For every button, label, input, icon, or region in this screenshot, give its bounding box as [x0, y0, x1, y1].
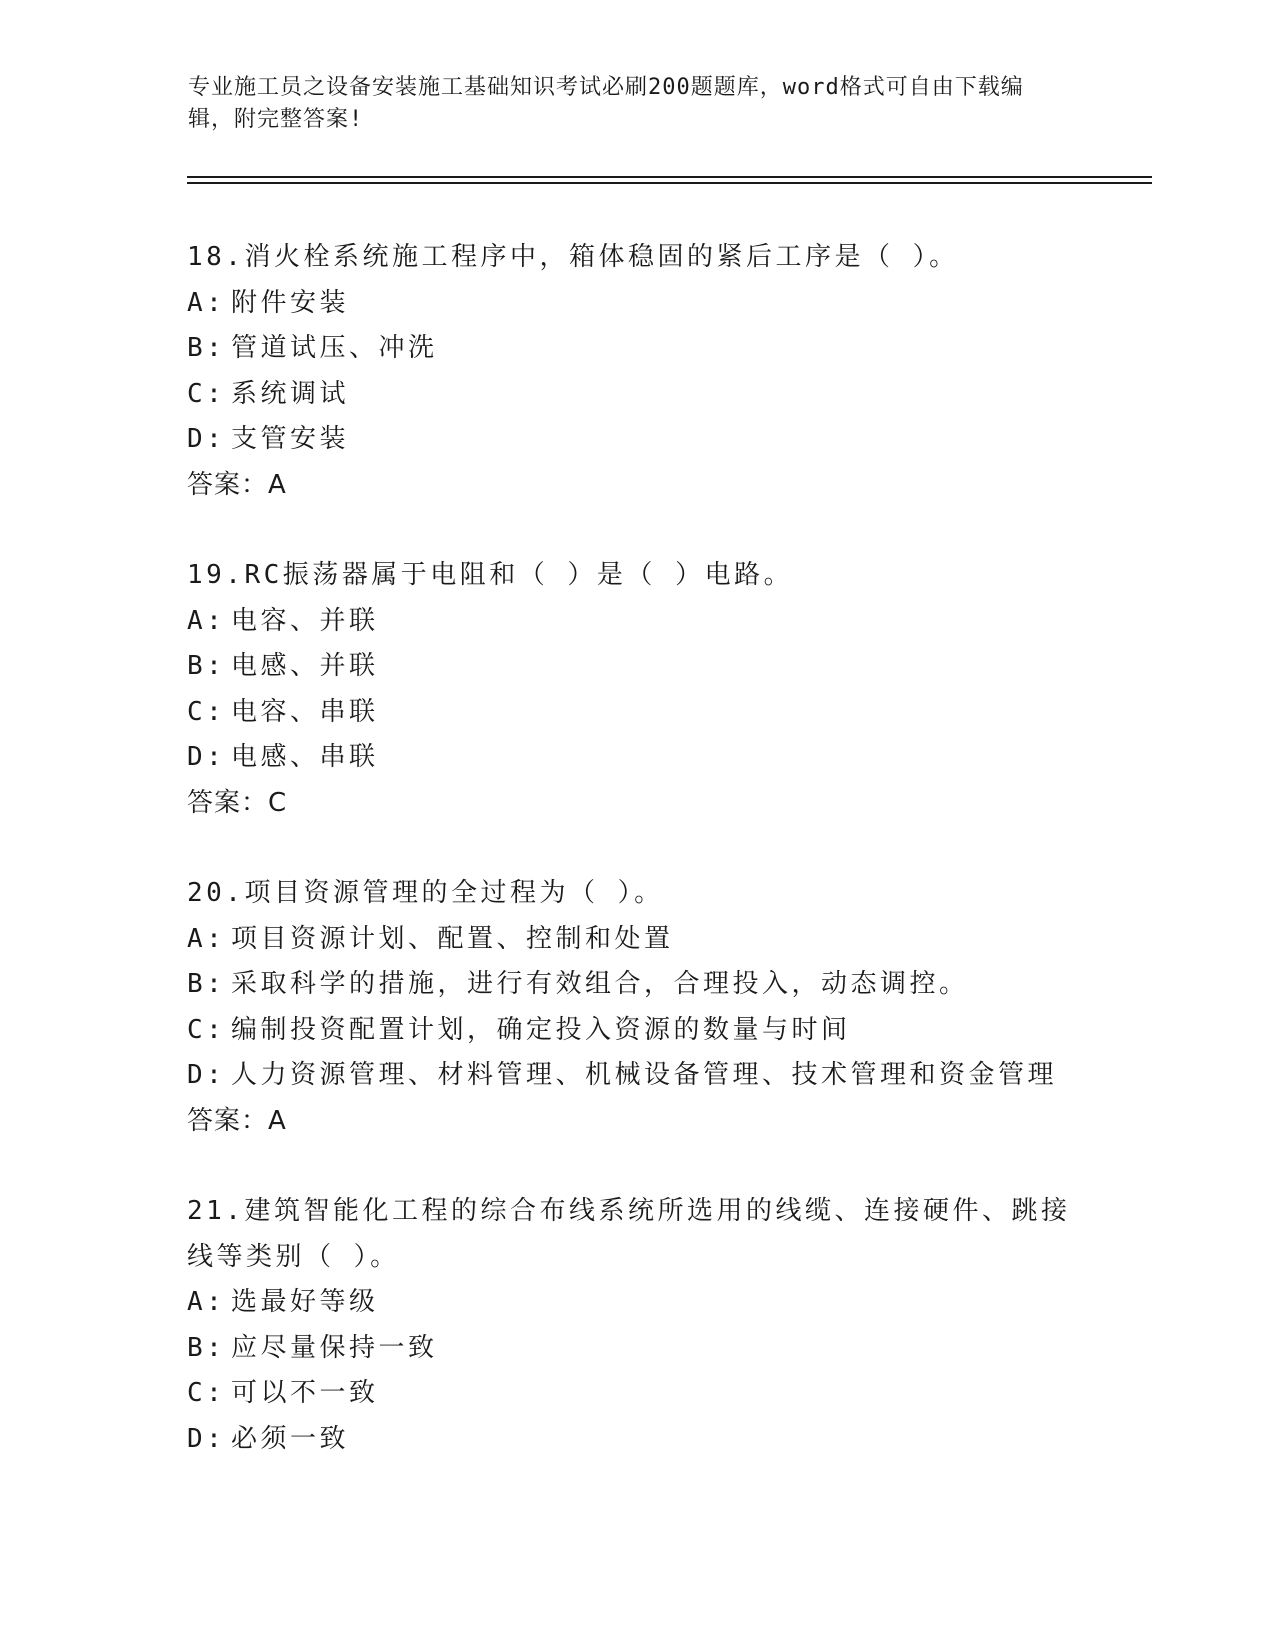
option-text: 系统调试: [231, 378, 350, 409]
option-letter: B:: [187, 1332, 226, 1363]
option-text: 选最好等级: [231, 1287, 379, 1317]
option-letter: D:: [187, 424, 226, 454]
option-c: [187, 372, 1087, 418]
option-text: 电感、串联: [231, 742, 379, 772]
answer-line: 答案：A: [187, 469, 287, 500]
option-letter: D:: [187, 1423, 226, 1454]
option-letter: C:: [187, 378, 226, 409]
option-letter: A:: [187, 1287, 226, 1317]
option-d: [187, 417, 1087, 463]
option-text: 采取科学的措施，进行有效组合，合理投入，动态调控。: [231, 969, 969, 999]
option-letter: C:: [187, 696, 226, 727]
question-21: [187, 1189, 1087, 1462]
option-c: [187, 1008, 1087, 1054]
option-b: [187, 326, 1087, 372]
answer-line: 答案：C: [187, 787, 288, 818]
option-a: [187, 281, 1087, 327]
option-c: [187, 690, 1087, 736]
option-c: [187, 1371, 1087, 1417]
option-letter: C:: [187, 1014, 226, 1045]
question-text: 18.消火栓系统施工程序中，箱体稳固的紧后工序是（ ）。: [187, 242, 959, 272]
option-letter: A:: [187, 923, 226, 954]
option-text: 附件安装: [231, 287, 350, 318]
option-text: 项目资源计划、配置、控制和处置: [231, 923, 674, 954]
option-d: [187, 735, 1087, 781]
option-d: [187, 1417, 1087, 1463]
option-letter: B:: [187, 333, 226, 363]
option-text: 电容、并联: [231, 605, 379, 636]
answer-line: 答案：A: [187, 1105, 287, 1136]
document-header: [188, 72, 1068, 136]
option-text: 必须一致: [231, 1423, 350, 1454]
question-text: 21.建筑智能化工程的综合布线系统所选用的线缆、连接硬件、跳接线等类别（ ）。: [187, 1196, 1071, 1272]
option-letter: A:: [187, 605, 226, 636]
option-letter: B:: [187, 969, 226, 999]
header-divider-bottom: [187, 182, 1152, 184]
option-text: 应尽量保持一致: [231, 1332, 438, 1363]
option-text: 人力资源管理、材料管理、机械设备管理、技术管理和资金管理: [231, 1060, 1058, 1090]
option-letter: D:: [187, 742, 226, 772]
option-text: 管道试压、冲洗: [231, 333, 438, 363]
question-18: [187, 235, 1087, 508]
option-text: 支管安装: [231, 424, 350, 454]
option-d: [187, 1053, 1087, 1099]
option-b: [187, 644, 1087, 690]
option-letter: D:: [187, 1060, 226, 1090]
option-text: 编制投资配置计划，确定投入资源的数量与时间: [231, 1014, 851, 1045]
option-letter: C:: [187, 1378, 226, 1408]
option-a: [187, 1280, 1087, 1326]
header-divider-top: [187, 176, 1152, 178]
option-text: 电容、串联: [231, 696, 379, 727]
option-a: [187, 599, 1087, 645]
option-text: 可以不一致: [231, 1378, 379, 1408]
question-20: [187, 871, 1087, 1144]
option-a: [187, 917, 1087, 963]
question-text: 19.RC振荡器属于电阻和（ ）是（ ）电路。: [187, 560, 794, 590]
question-19: [187, 553, 1087, 826]
option-b: [187, 962, 1087, 1008]
document-title: 专业施工员之设备安装施工基础知识考试必刷200题题库，word格式可自由下载编辑，附完整答案!: [188, 75, 1024, 132]
option-letter: A:: [187, 287, 226, 318]
option-text: 电感、并联: [231, 651, 379, 681]
question-text: 20.项目资源管理的全过程为（ ）。: [187, 878, 664, 908]
option-b: [187, 1326, 1087, 1372]
option-letter: B:: [187, 651, 226, 681]
question-list: [187, 235, 1087, 1507]
